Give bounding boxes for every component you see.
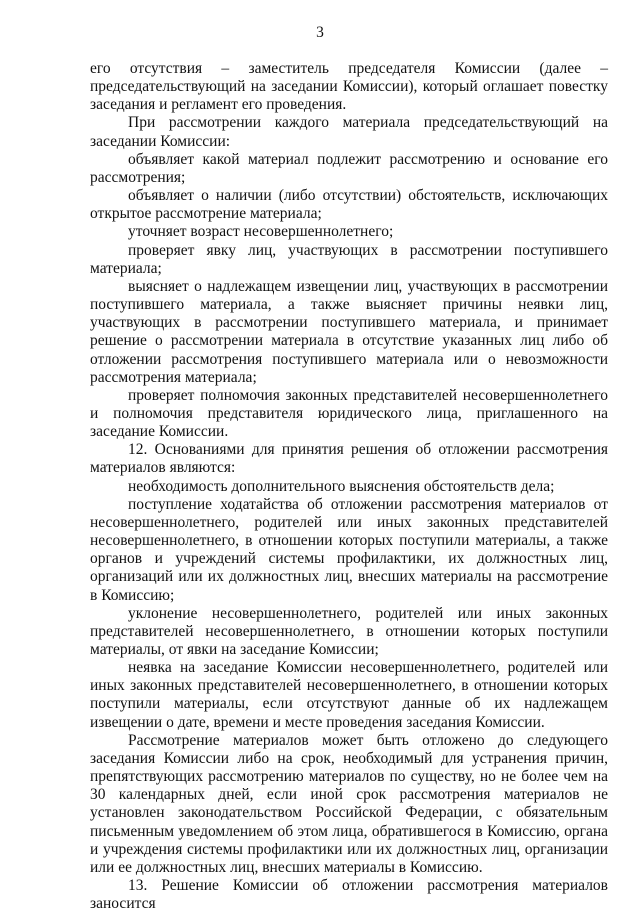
paragraph-check-authority: проверяет полномочия законных представителей несовершеннолетнего и полномочия представителя юридического лица, приглашенного на заседание Комиссии.	[90, 386, 608, 441]
paragraph-section-12: 12. Основаниями для принятия решения об отложении рассмотрения материалов являются:	[90, 441, 608, 477]
paragraph-additional-clarification: необходимость дополнительного выяснения обстоятельств дела;	[128, 477, 555, 495]
paragraph-postponement-term: Рассмотрение материалов может быть отложено до следующего заседания Комиссии либо на срок, необходимый для устранения причин, препятствующих рассмотрению материалов по существу, но не более чем на 30 календарных дней, если иной срок рассмотрения материалов не установлен законодательством Российской Федерации, с обязательным письменным уведомлением об этом лица, обратившегося в Комиссию, органа и учреждения системы профилактики или их должностных лиц, организации или ее должностных лиц, внесших материалы в Комиссию.	[90, 731, 608, 876]
paragraph-check-attendance: проверяет явку лиц, участвующих в рассмотрении поступившего материала;	[90, 241, 608, 277]
paragraph-announce-material: объявляет какой материал подлежит рассмотрению и основание его рассмотрения;	[90, 150, 608, 186]
paragraph-announce-circumstances: объявляет о наличии (либо отсутствии) обстоятельств, исключающих открытое рассмотрение материала;	[90, 187, 608, 223]
page-number: 3	[316, 24, 324, 41]
paragraph-petition: поступление ходатайства об отложении рассмотрения материалов от несовершеннолетнего, родителей или иных законных представителей несовершеннолетнего, в отношении которых поступили материалы, а также органов и учреждений системы профилактики, их должностных лиц, организаций или их должностных лиц, внесших материалы на рассмотрение в Комиссию;	[90, 495, 608, 604]
document-body	[90, 60, 608, 913]
paragraph-notification: выясняет о надлежащем извещении лиц, участвующих в рассмотрении поступившего материала, а также выясняет причины неявки лиц, участвующих в рассмотрении поступившего материала, и принимает решение о рассмотрении материала в отсутствие указанных лиц либо об отложении рассмотрения поступившего материала или о невозможности рассмотрения материала;	[90, 277, 608, 386]
paragraph-evasion: уклонение несовершеннолетнего, родителей или иных законных представителей несовершеннолетнего, в отношении которых поступили материалы, от явки на заседание Комиссии;	[90, 604, 608, 658]
paragraph-non-appearance: неявка на заседание Комиссии несовершеннолетнего, родителей или иных законных представителей несовершеннолетнего, в отношении которых поступили материалы, если отсутствуют данные об их надлежащем извещении о дате, времени и месте проведения заседания Комиссии.	[90, 659, 608, 731]
paragraph-materials-review-intro: При рассмотрении каждого материала председательствующий на заседании Комиссии:	[90, 114, 608, 150]
paragraph-check-age: уточняет возраст несовершеннолетнего;	[128, 223, 394, 241]
paragraph-continuation: его отсутствия – заместитель председателя Комиссии (далее – председательствующий на заседании Комиссии), который оглашает повестку заседания и регламент его проведения.	[90, 60, 608, 114]
paragraph-section-13: 13. Решение Комиссии об отложении рассмотрения материалов заносится	[90, 877, 608, 913]
